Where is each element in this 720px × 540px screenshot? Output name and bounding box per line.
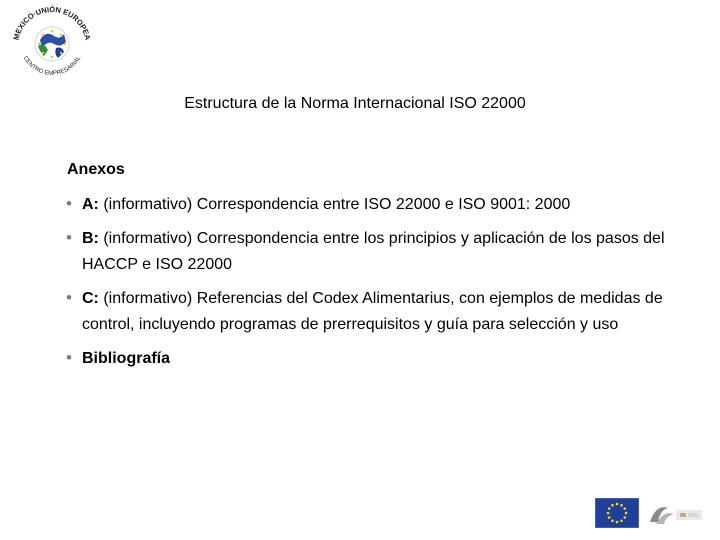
- annex-label: A:: [82, 196, 99, 213]
- slide-title-text: Estructura de la Norma Internacional ISO 22000: [184, 95, 526, 112]
- bullet-icon: •: [66, 288, 72, 307]
- logo-text-bottom: CENTRO EMPRESARIAL: [21, 55, 83, 77]
- annex-list: [66, 192, 666, 380]
- eu-star-icon: [611, 504, 614, 507]
- eu-star-icon: [620, 504, 623, 507]
- eu-flag-icon: [595, 498, 639, 528]
- annex-text: (informativo) Correspondencia entre los principios y aplicación de los pasos del HACCP e ISO 22000: [82, 230, 665, 273]
- eu-star-icon: [623, 507, 626, 510]
- logo-text-top: MEXICO·UNIÓN EUROPEA: [11, 4, 93, 41]
- bullet-icon: •: [66, 348, 72, 367]
- annex-text: (informativo) Correspondencia entre ISO 22000 e ISO 9001: 2000: [98, 196, 571, 213]
- annex-text: (informativo) Referencias del Codex Alimentarius, con ejemplos de medidas de control, incluyendo programas de prerrequisitos y guía para selección y uso: [82, 290, 663, 333]
- list-item: [66, 226, 666, 278]
- eu-star-icon: [608, 507, 611, 510]
- eu-star-icon: [616, 521, 619, 524]
- bullet-icon: •: [66, 194, 72, 213]
- list-item: [66, 286, 666, 338]
- mexico-eu-logo: [6, 2, 98, 82]
- annex-label: Bibliografía: [82, 350, 171, 367]
- eu-star-icon: [611, 519, 614, 522]
- eu-star-icon: [625, 512, 628, 515]
- eu-star-icon: [607, 512, 610, 515]
- section-heading: Anexos: [67, 161, 125, 178]
- list-item: [66, 346, 666, 372]
- bullet-icon: •: [66, 228, 72, 247]
- eu-star-icon: [608, 516, 611, 519]
- list-item: [66, 192, 666, 218]
- eu-star-icon: [623, 516, 626, 519]
- annex-label: B:: [82, 230, 99, 247]
- eu-star-icon: [616, 503, 619, 506]
- annex-label: C:: [82, 290, 99, 307]
- partner-logo-icon: [646, 500, 706, 528]
- slide-title: [0, 95, 710, 113]
- eu-star-icon: [620, 519, 623, 522]
